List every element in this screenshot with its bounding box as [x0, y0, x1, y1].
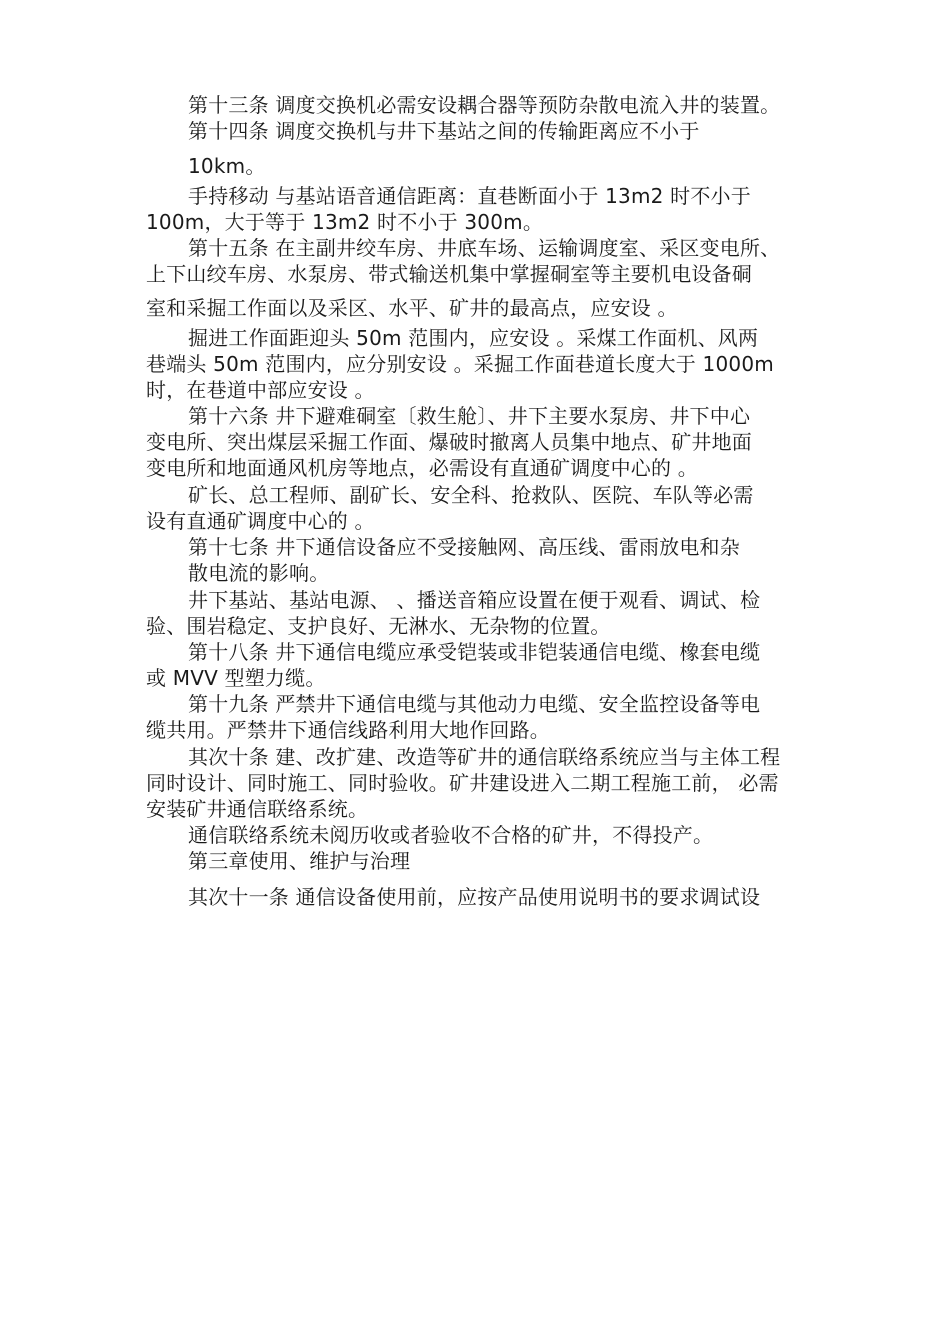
article-16-line-1: 第十六条 井下避难硐室〔救生舱〕、井下主要水泵房、井下中心 [188, 404, 751, 428]
article-16-line-2: 变电所、突出煤层采掘工作面、爆破时撤离人员集中地点、矿井地面 [146, 430, 752, 454]
article-16-line-3: 变电所和地面通风机房等地点，必需设有直通矿调度中心的 。 [146, 456, 698, 480]
article-20-line-3: 安装矿井通信联络系统。 [146, 797, 369, 821]
excavation-line-3: 时，在巷道中部应安设 。 [146, 378, 375, 402]
article-15-line-2: 上下山绞车房、水泵房、带式输送机集中掌握硐室等主要机电设备硐 [146, 262, 752, 286]
article-18-line-1: 第十八条 井下通信电缆应承受铠装或非铠装通信电缆、橡套电缆 [188, 640, 761, 664]
article-14-line-1: 第十四条 调度交换机与井下基站之间的传输距离应不小于 [188, 119, 700, 143]
mine-head-line-1: 矿长、总工程师、副矿长、安全科、抢救队、医院、车队等必需 [188, 483, 754, 507]
base-station-line-2: 验、围岩稳定、支护良好、无淋水、无杂物的位置。 [146, 614, 611, 638]
article-15-line-3: 室和采掘工作面以及采区、水平、矿井的最高点，应安设 。 [146, 296, 678, 320]
article-20-line-2: 同时设计、同时施工、同时验收。矿井建设进入二期工程施工前， 必需 [146, 771, 779, 795]
chapter-3-heading: 第三章使用、维护与治理 [188, 849, 411, 873]
base-station-line-1: 井下基站、基站电源、 、播送音箱应设置在便于观看、调试、检 [188, 588, 761, 612]
article-17-line-2: 散电流的影响。 [188, 561, 330, 585]
excavation-line-2: 巷端头 50m 范围内，应分别安设 。采掘工作面巷道长度大于 1000m [146, 352, 774, 376]
article-17-line-1: 第十七条 井下通信设备应不受接触网、高压线、雷雨放电和杂 [188, 535, 740, 559]
acceptance-line: 通信联络系统未阅历收或者验收不合格的矿井，不得投产。 [188, 823, 714, 847]
handheld-line-1: 手持移动 与基站语音通信距离：直巷断面小于 13m2 时不小于 [188, 184, 751, 208]
article-19-line-2: 缆共用。严禁井下通信线路利用大地作回路。 [146, 718, 550, 742]
article-14-line-2: 10km。 [188, 154, 266, 178]
excavation-line-1: 掘进工作面距迎头 50m 范围内，应安设 。采煤工作面机、风两 [188, 326, 759, 350]
article-13-line-1: 第十三条 调度交换机必需安设耦合器等预防杂散电流入井的装置。 [188, 93, 781, 117]
article-20-line-1: 其次十条 建、改扩建、改造等矿井的通信联络系统应当与主体工程 [188, 745, 781, 769]
article-21-line-1: 其次十一条 通信设备使用前，应按产品使用说明书的要求调试设 [188, 885, 761, 909]
article-15-line-1: 第十五条 在主副井绞车房、井底车场、运输调度室、采区变电所、 [188, 236, 781, 260]
mine-head-line-2: 设有直通矿调度中心的 。 [146, 509, 375, 533]
article-18-line-2: 或 MVV 型塑力缆。 [146, 666, 326, 690]
handheld-line-2: 100m，大于等于 13m2 时不小于 300m。 [146, 210, 544, 234]
article-19-line-1: 第十九条 严禁井下通信电缆与其他动力电缆、安全监控设备等电 [188, 692, 761, 716]
